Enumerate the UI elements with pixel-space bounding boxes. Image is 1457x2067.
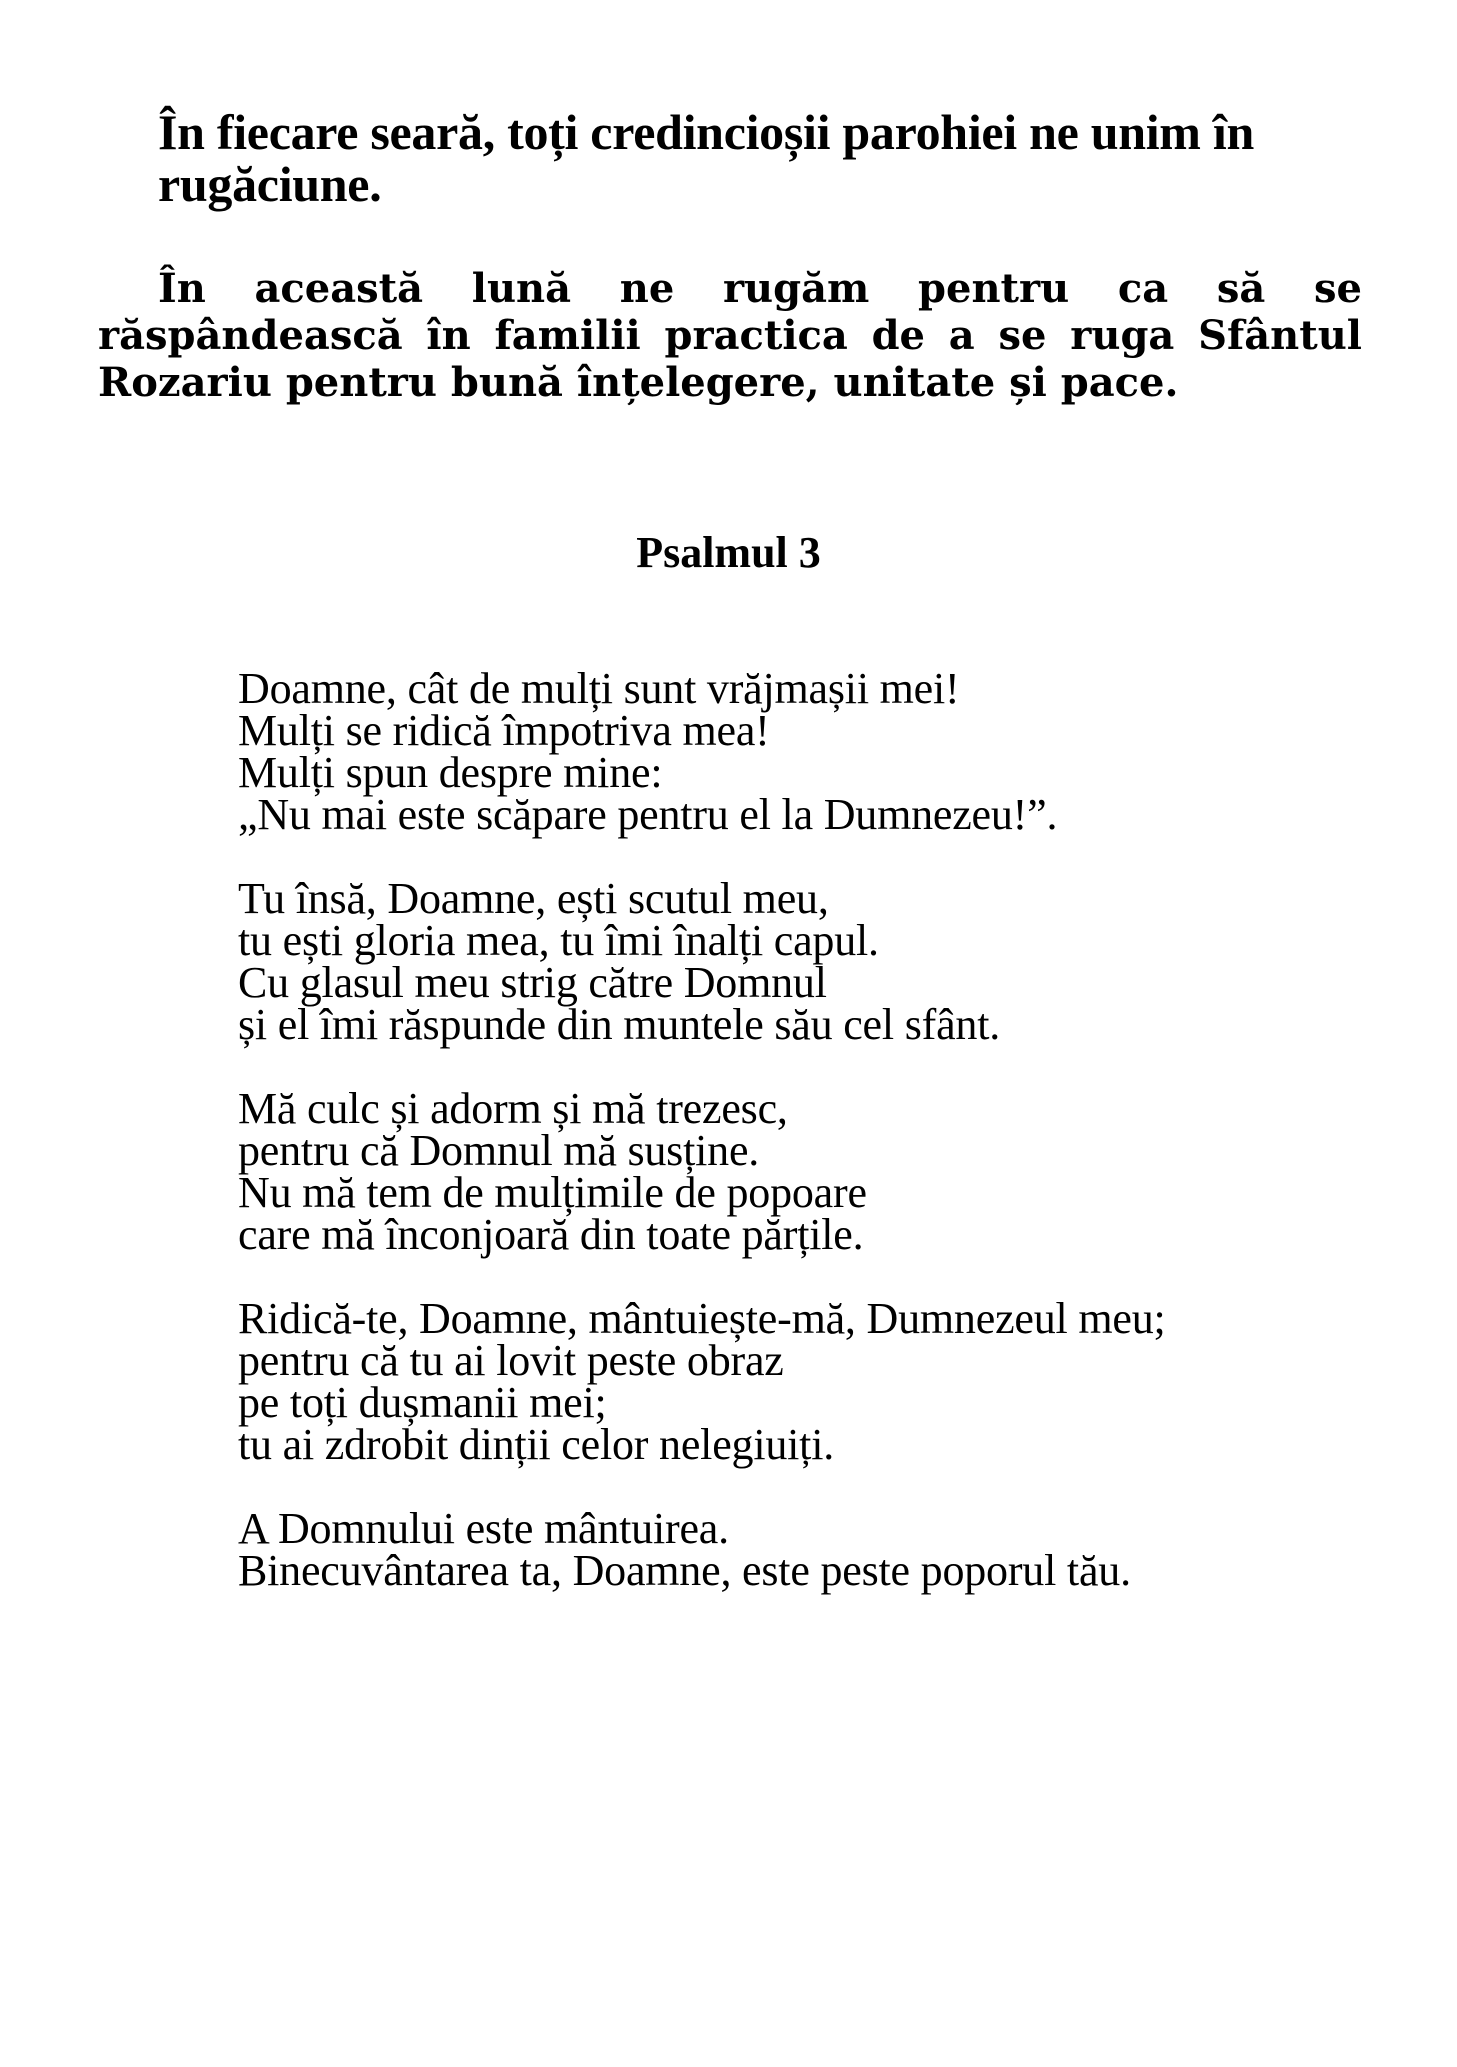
psalm-verse: Nu mă tem de mulțimile de popoare	[238, 1168, 867, 1217]
psalm-verse: Tu însă, Doamne, ești scutul meu,	[238, 874, 829, 923]
psalm-verse: A Domnului este mântuirea.	[238, 1504, 729, 1553]
psalm-stanza	[238, 1504, 1388, 1595]
intention-line: răspândească în familii practica de a se ruga Sfântul	[98, 312, 1362, 359]
psalm-verse: pentru că Domnul mă susține.	[238, 1126, 760, 1175]
psalm-stanza	[238, 1084, 1388, 1259]
psalm-verse: tu ai zdrobit dinții celor nelegiuiți.	[238, 1420, 835, 1469]
psalm-verse: și el îmi răspunde din muntele său cel sfânt.	[238, 1000, 1001, 1049]
monthly-intention-paragraph	[98, 265, 1362, 406]
psalm-title: Psalmul 3	[636, 528, 821, 577]
psalm-verse: Ridică-te, Doamne, mântuiește-mă, Dumnezeul meu;	[238, 1294, 1166, 1343]
psalm-verse: Doamne, cât de mulți sunt vrăjmașii mei!	[238, 664, 960, 713]
psalm-verse: „Nu mai este scăpare pentru el la Dumnezeu!”.	[238, 790, 1058, 839]
psalm-stanza	[238, 874, 1388, 1049]
psalm-stanza	[238, 664, 1388, 839]
psalm-verse: Cu glasul meu strig către Domnul	[238, 958, 827, 1007]
intro-line: În fiecare seară, toți credincioșii parohiei ne unim în	[158, 104, 1254, 160]
psalm-verse: tu ești gloria mea, tu îmi înalți capul.	[238, 916, 879, 965]
intro-paragraph	[158, 106, 1358, 210]
intro-line: rugăciune.	[158, 156, 382, 212]
psalm-verse: pe toți dușmanii mei;	[238, 1378, 607, 1427]
psalm-verse: Mulți spun despre mine:	[238, 748, 663, 797]
intention-line: Rozariu pentru bună înțelegere, unitate și pace.	[98, 359, 1179, 406]
psalm-verse: Binecuvântarea ta, Doamne, este peste poporul tău.	[238, 1546, 1131, 1595]
psalm-verse: care mă înconjoară din toate părțile.	[238, 1210, 864, 1259]
psalm-verse: Mă culc și adorm și mă trezesc,	[238, 1084, 788, 1133]
psalm-stanza	[238, 1294, 1388, 1469]
psalm-text	[238, 664, 1388, 1634]
intention-line: În această lună ne rugăm pentru ca să se	[158, 265, 1362, 312]
psalm-verse: Mulți se ridică împotriva mea!	[238, 706, 770, 755]
psalm-verse: pentru că tu ai lovit peste obraz	[238, 1336, 784, 1385]
